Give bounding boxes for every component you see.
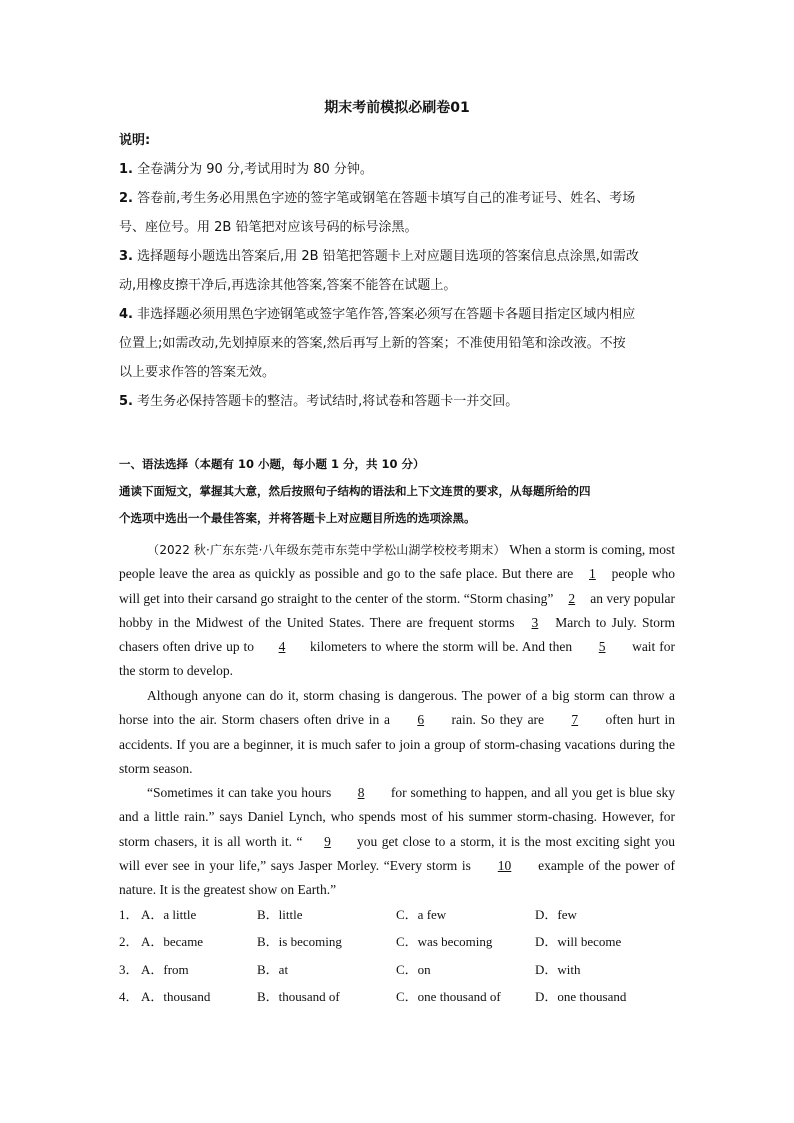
option-2-d[interactable]: D．will become	[535, 934, 622, 949]
option-3-a[interactable]: A．from	[141, 962, 189, 977]
blank-7: 7	[571, 712, 579, 728]
option-row-2: 2． A．became B．is becoming C．was becoming D．will become	[119, 928, 679, 955]
passage-paragraph-1: （2022 秋·广东东莞·八年级东莞市东莞中学松山湖学校校考期末） When a storm is coming, most people leave the area as quickly as possible and go to the safe place. But there are 1 people who will get into their carsand go straight to the center of the storm. “Storm chasing” 2 an very popular hobby in the Midwest of the United States. There are frequent storms 3 March to July. Storm chasers often drive up to 4 kilometers to where the storm will be. And then 5 wait for the storm to develop.	[119, 542, 676, 679]
blank-3: 3	[531, 614, 539, 630]
section-directions: 通读下面短文，掌握其大意，然后按照句子结构的语法和上下文连贯的要求，从每题所给的四 个选项中选出一个最佳答案，并将答题卡上对应题目所选的选项涂黑。	[119, 484, 591, 525]
blank-6: 6	[417, 712, 425, 728]
blank-1: 1	[589, 566, 596, 582]
blank-5: 5	[598, 639, 606, 655]
blank-2: 2	[568, 590, 576, 606]
option-4-b[interactable]: B．thousand of	[257, 989, 340, 1004]
section-title: 一、语法选择（本题有 10 小题，每小题 1 分，共 10 分）	[119, 457, 425, 471]
section-header	[119, 451, 679, 532]
passage-paragraph-2: Although anyone can do it, storm chasing is dangerous. The power of a big storm can throw a horse into the air. Storm chasers often drive in a 6 rain. So they are 7 often hurt in accidents. If you are a beginner, it is much safer to join a group of storm-chasing vacations during the storm season.	[119, 688, 676, 776]
option-3-c[interactable]: C．on	[396, 962, 431, 977]
option-2-c[interactable]: C．was becoming	[396, 934, 493, 949]
option-1-a[interactable]: A．a little	[141, 907, 197, 922]
option-row-4: 4． A．thousand B．thousand of C．one thousand of D．one thousand	[119, 983, 679, 1010]
option-row-1: 1． A．a little B．little C．a few D．few	[119, 901, 679, 928]
blank-10: 10	[497, 857, 512, 873]
blank-9: 9	[324, 833, 331, 849]
option-1-c[interactable]: C．a few	[396, 907, 447, 922]
passage-source: （2022 秋·广东东莞·八年级东莞市东莞中学松山湖学校校考期末）	[147, 543, 506, 557]
blank-4: 4	[278, 639, 286, 655]
option-3-b[interactable]: B．at	[257, 962, 289, 977]
option-2-a[interactable]: A．became	[141, 934, 204, 949]
instruction-item-2: 2. 答卷前,考生务必用黑色字迹的签字笔或钢笔在答题卡填写自己的准考证号、姓名、考场 号、座位号。用 2B 铅笔把对应该号码的标号涂黑。	[119, 191, 636, 235]
instruction-item-5: 5. 考生务必保持答题卡的整洁。考试结时,将试卷和答题卡一并交回。	[119, 394, 519, 409]
blank-8: 8	[357, 785, 365, 800]
instruction-item-1: 1. 全卷满分为 90 分,考试用时为 80 分钟。	[119, 162, 373, 177]
option-1-b[interactable]: B．little	[257, 907, 303, 922]
instruction-item-4: 4. 非选择题必须用黑色字迹钢笔或签字笔作答,答案必须写在答题卡各题目指定区域内相应 位置上;如需改动,先划掉原来的答案,然后再写上新的答案；不准使用铅笔和涂改液。不按 以上要求作答的答案无效。	[119, 307, 636, 380]
instructions	[119, 126, 679, 416]
option-2-b[interactable]: B．is becoming	[257, 934, 342, 949]
option-1-d[interactable]: D．few	[535, 907, 577, 922]
option-4-d[interactable]: D．one thousand	[535, 989, 627, 1004]
instructions-heading: 说明:	[119, 133, 151, 148]
instruction-item-3: 3. 选择题每小题选出答案后,用 2B 铅笔把答题卡上对应题目选项的答案信息点涂黑,如需改 动,用橡皮擦干净后,再选涂其他答案,答案不能答在试题上。	[119, 249, 639, 293]
exam-title: 期末考前模拟必刷卷01	[324, 100, 470, 116]
option-4-c[interactable]: C．one thousand of	[396, 989, 501, 1004]
option-4-a[interactable]: A．thousand	[141, 989, 211, 1004]
option-row-3: 3． A．from B．at C．on D．with	[119, 956, 679, 983]
option-3-d[interactable]: D．with	[535, 962, 581, 977]
passage-paragraph-3: “Sometimes it can take you hours 8 for something to happen, and all you get is blue sky and a little rain.” says Daniel Lynch, who spends most of his summer storm-chasing. However, for storm chasers, it is all worth it. “ 9 you get close to a storm, it is the most exciting sight you will ever see in your life,” says Jasper Morley. “Every storm is 10 example of the power of nature. It is the greatest show on Earth.”	[119, 781, 675, 902]
